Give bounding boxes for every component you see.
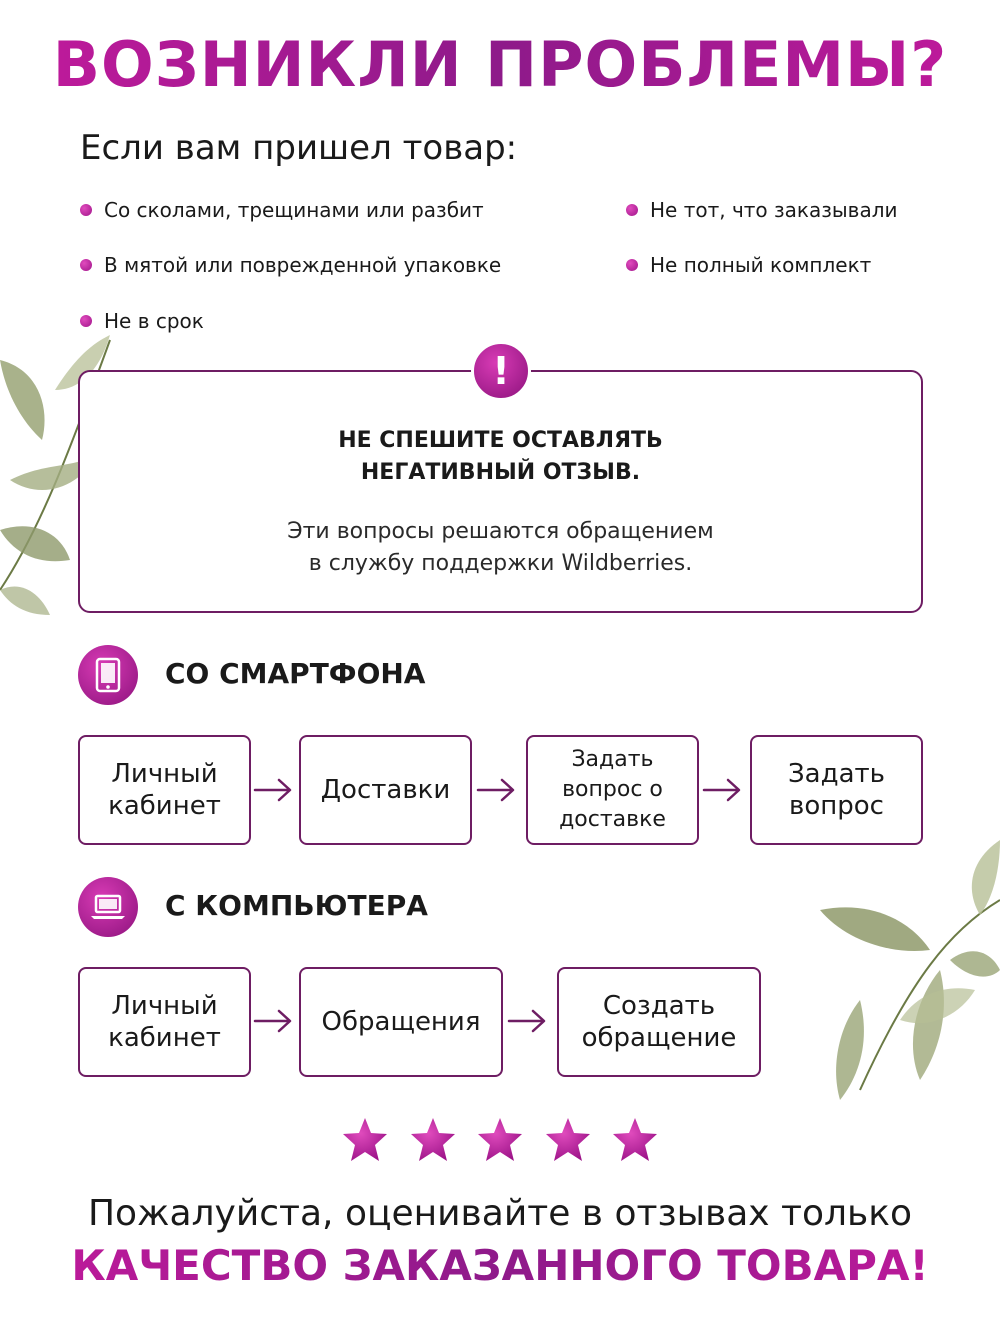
step-appeals <box>299 967 503 1077</box>
leaf-decoration-right <box>800 840 1000 1120</box>
star-icon <box>475 1115 525 1165</box>
arrow-right-icon <box>702 775 744 805</box>
star-icon <box>340 1115 390 1165</box>
step-create-appeal <box>557 967 761 1077</box>
step-label-line: Создать <box>602 991 716 1021</box>
step-personal-account <box>78 967 251 1077</box>
bullet-dot-icon <box>80 315 92 327</box>
notice-heading-line: НЕ СПЕШИТЕ ОСТАВЛЯТЬ <box>338 428 663 453</box>
notice-text-line: в службу поддержки Wildberries. <box>308 551 693 576</box>
section-title-smartphone: СО СМАРТФОНА <box>165 657 426 690</box>
star-icon <box>408 1115 458 1165</box>
step-label-line: доставке <box>559 807 666 832</box>
issue-label: Не в срок <box>104 309 204 333</box>
notice-text <box>78 516 923 580</box>
arrow-right-icon <box>253 1006 295 1036</box>
step-label-line: кабинет <box>108 1023 221 1053</box>
step-label-line: кабинет <box>108 791 221 821</box>
footer-text: Пожалуйста, оценивайте в отзывах только <box>87 1193 913 1234</box>
step-label-line: обращение <box>581 1023 737 1053</box>
arrow-right-icon <box>253 775 295 805</box>
bullet-dot-icon <box>626 259 638 271</box>
step-deliveries <box>299 735 472 845</box>
issue-item-chipped <box>80 198 484 222</box>
step-label-line: Доставки <box>320 775 451 805</box>
subtitle: Если вам пришел товар: <box>80 128 518 168</box>
star-icon <box>543 1115 593 1165</box>
rating-stars <box>340 1115 660 1165</box>
smartphone-icon <box>78 645 138 705</box>
footer-highlight: КАЧЕСТВО ЗАКАЗАННОГО ТОВАРА! <box>0 1241 1000 1290</box>
issue-item-wrong-item <box>626 198 898 222</box>
notice-heading-line: НЕГАТИВНЫЙ ОТЗЫВ. <box>360 460 641 485</box>
step-label-line: Обращения <box>321 1007 481 1037</box>
step-label-line: вопрос о <box>562 777 663 802</box>
bullet-dot-icon <box>80 204 92 216</box>
issue-label: Не тот, что заказывали <box>650 198 898 222</box>
step-label-line: Личный <box>111 759 218 789</box>
notice-text-line: Эти вопросы решаются обращением <box>287 519 714 544</box>
step-ask-question <box>750 735 923 845</box>
step-label-line: Задать <box>571 747 654 772</box>
step-personal-account <box>78 735 251 845</box>
issue-item-damaged-package <box>80 253 501 277</box>
exclamation-icon: ! <box>471 341 531 401</box>
step-label-line: Личный <box>111 991 218 1021</box>
arrow-right-icon <box>476 775 518 805</box>
step-ask-about-delivery <box>526 735 699 845</box>
issue-label: Не полный комплект <box>650 253 872 277</box>
issue-item-incomplete <box>626 253 871 277</box>
issue-item-late <box>80 309 204 333</box>
page-title: ВОЗНИКЛИ ПРОБЛЕМЫ? <box>0 28 1000 101</box>
arrow-right-icon <box>507 1006 549 1036</box>
step-label-line: вопрос <box>789 791 884 821</box>
step-label-line: Задать <box>788 759 885 789</box>
issue-label: Со сколами, трещинами или разбит <box>104 198 484 222</box>
bullet-dot-icon <box>80 259 92 271</box>
notice-heading <box>78 425 923 489</box>
issue-label: В мятой или поврежденной упаковке <box>104 253 502 277</box>
section-title-computer: С КОМПЬЮТЕРА <box>165 889 428 922</box>
bullet-dot-icon <box>626 204 638 216</box>
star-icon <box>610 1115 660 1165</box>
laptop-icon <box>78 877 138 937</box>
